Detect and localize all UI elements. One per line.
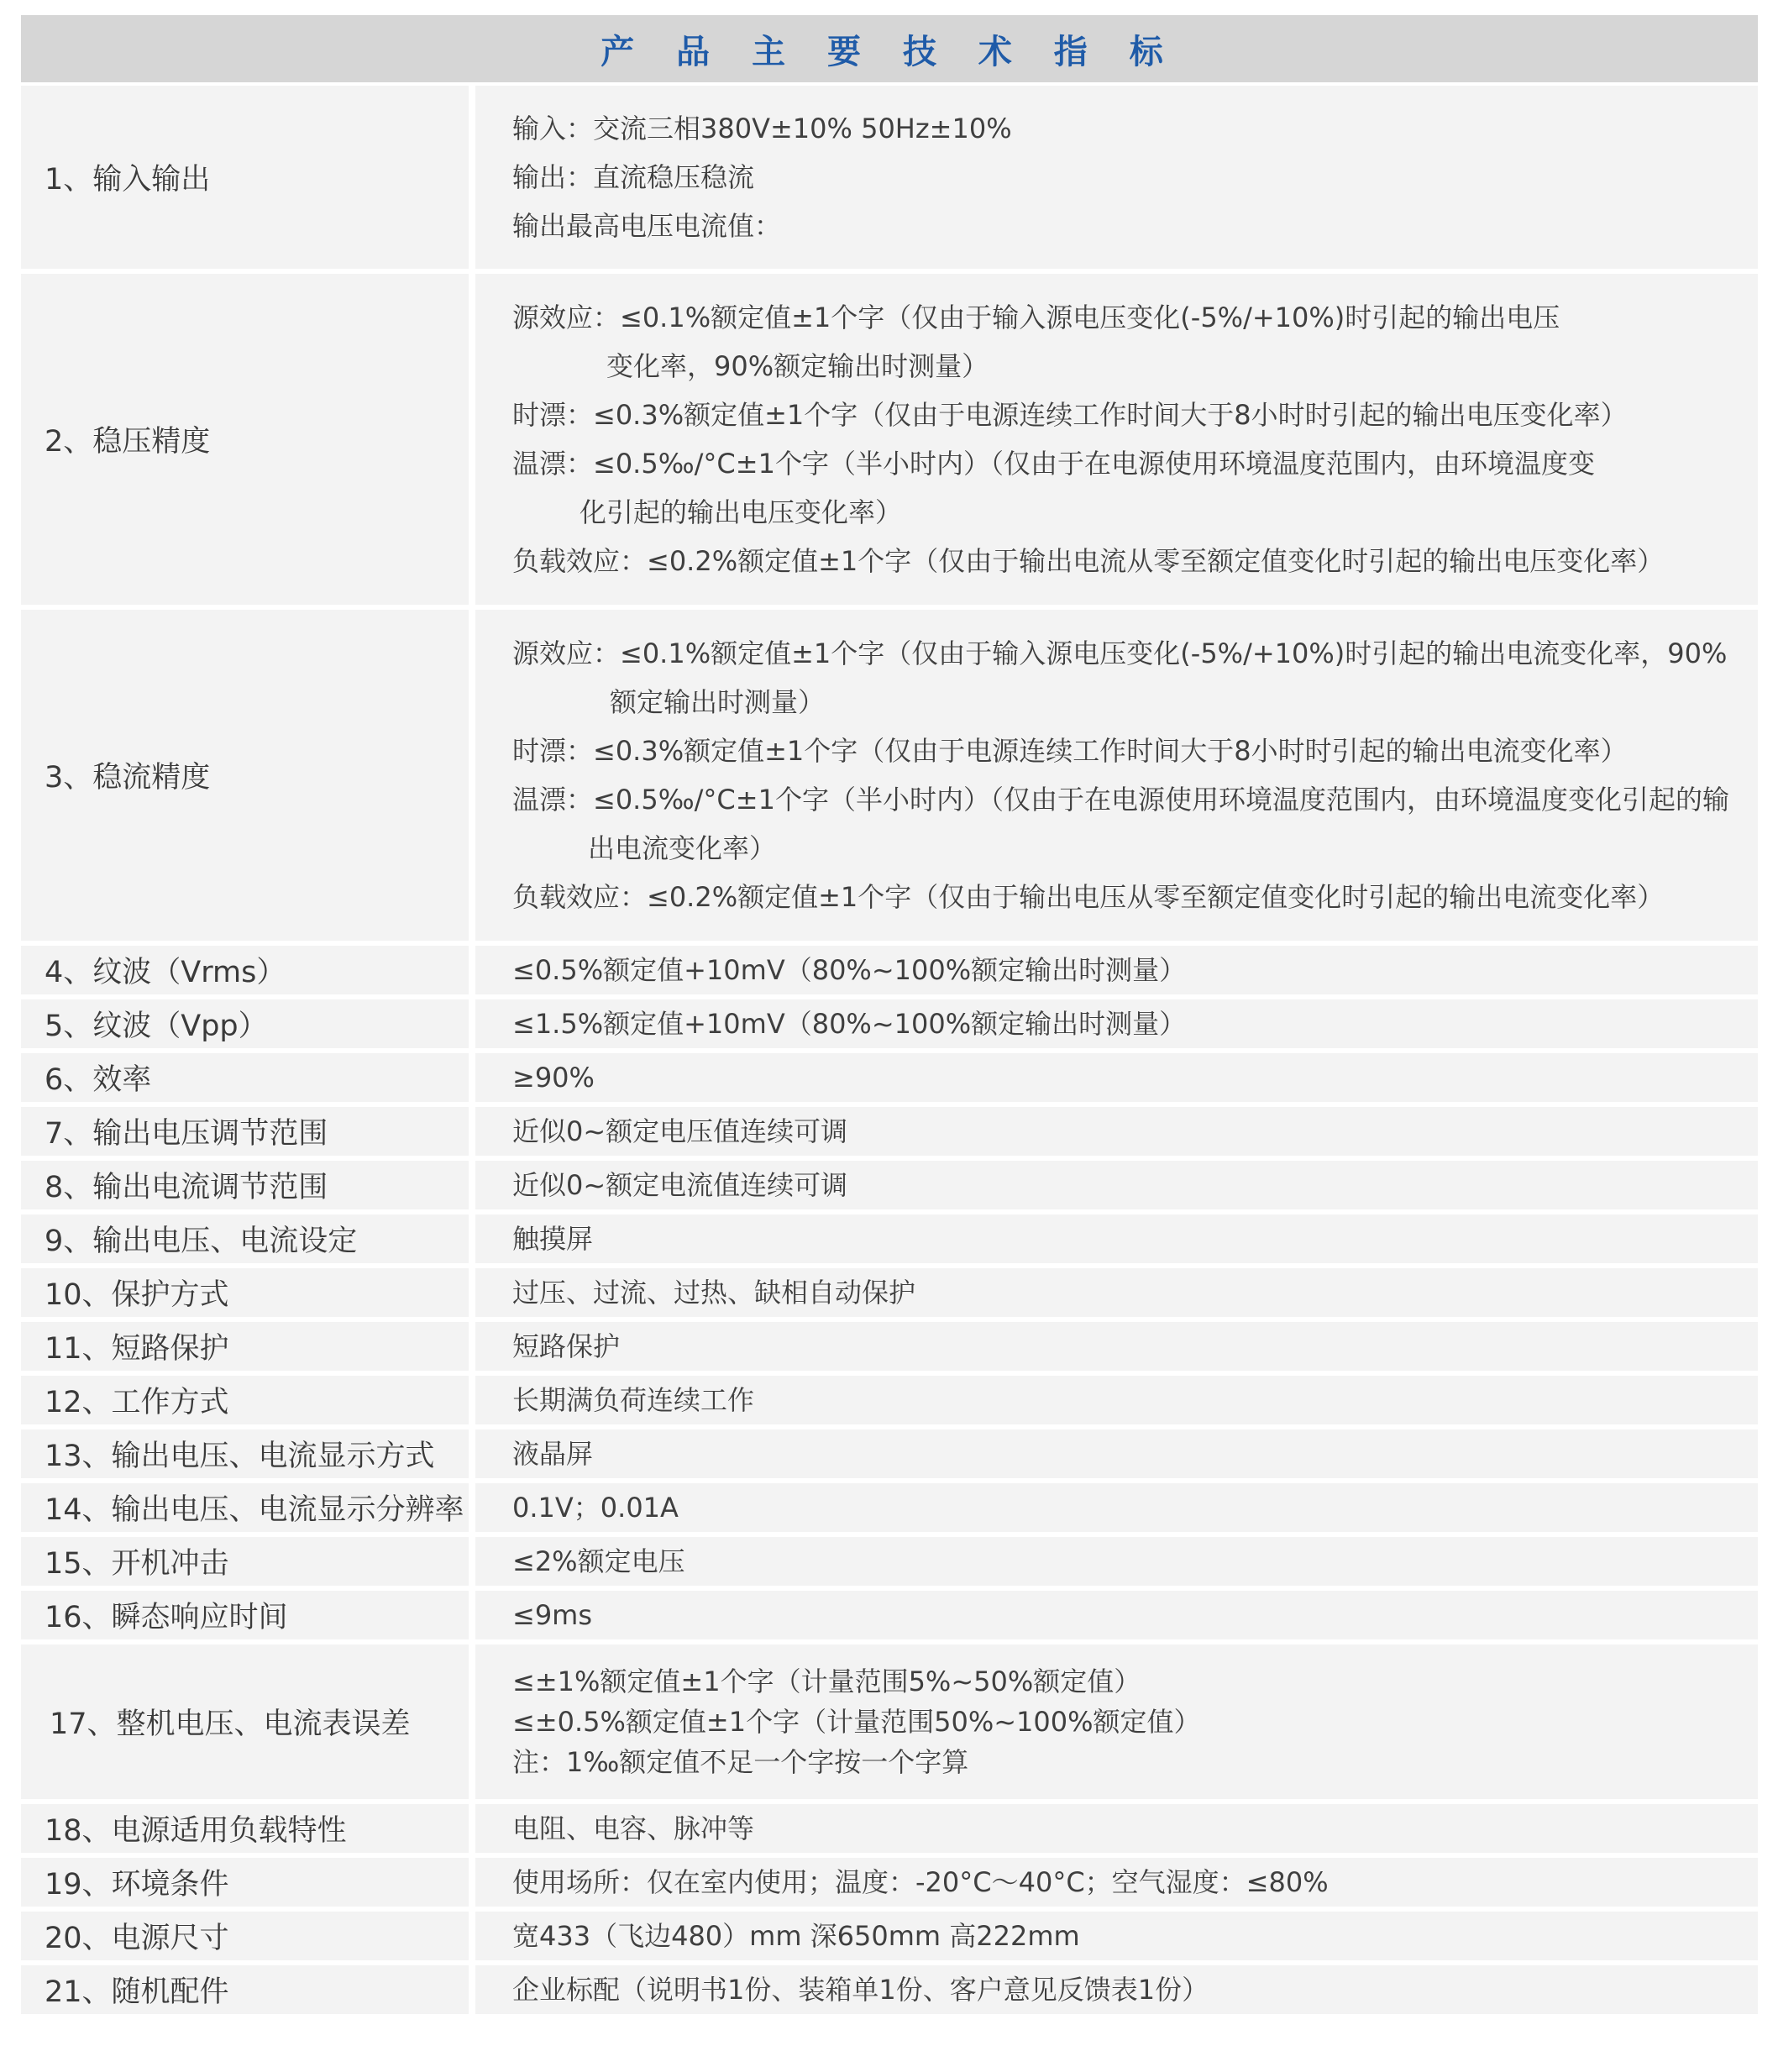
row-value (475, 1214, 1758, 1263)
row-label: 9、输出电压、电流设定 (21, 1214, 469, 1263)
table-row (21, 1965, 1758, 2014)
value-line: 负载效应：≤0.2%额定值±1个字（仅由于输出电压从零至额定值变化时引起的输出电流变化率） (512, 881, 1665, 913)
row-value (475, 999, 1758, 1048)
row-label: 4、纹波（Vrms） (21, 946, 469, 994)
row-value (475, 1483, 1758, 1532)
table-row (21, 1912, 1758, 1960)
row-label: 8、输出电流调节范围 (21, 1161, 469, 1209)
row-label: 3、稳流精度 (21, 610, 469, 941)
table-row (21, 1644, 1758, 1799)
value-line: 长期满负荷连续工作 (512, 1384, 755, 1416)
table-row (21, 1483, 1758, 1532)
row-label: 20、电源尺寸 (21, 1912, 469, 1960)
row-label: 2、稳压精度 (21, 274, 469, 605)
table-row (21, 1537, 1758, 1586)
row-label: 13、输出电压、电流显示方式 (21, 1429, 469, 1478)
table-row (21, 274, 1758, 605)
table-row (21, 1053, 1758, 1102)
value-line: 0.1V；0.01A (512, 1492, 679, 1524)
value-line: 近似0~额定电流值连续可调 (512, 1169, 848, 1201)
value-line: ≤±0.5%额定值±1个字（计量范围50%~100%额定值） (512, 1706, 1201, 1738)
table-row (21, 1107, 1758, 1156)
table-row (21, 1161, 1758, 1209)
page-title: 产 品 主 要 技 术 指 标 (601, 32, 1178, 71)
row-label: 7、输出电压调节范围 (21, 1107, 469, 1156)
value-line: 输出最高电压电流值： (512, 210, 782, 242)
value-line: ≤9ms (512, 1599, 593, 1631)
value-line: 化引起的输出电压变化率） (580, 496, 903, 528)
row-label: 17、整机电压、电流表误差 (21, 1644, 469, 1799)
row-value (475, 1591, 1758, 1639)
table-row (21, 1376, 1758, 1424)
value-line: 出电流变化率） (588, 832, 777, 864)
row-value (475, 1912, 1758, 1960)
value-line: 输入：交流三相380V±10% 50Hz±10% (512, 113, 1012, 144)
row-value (475, 1161, 1758, 1209)
value-line: ≤±1%额定值±1个字（计量范围5%~50%额定值） (512, 1665, 1141, 1697)
table-row (21, 86, 1758, 269)
row-label: 18、电源适用负载特性 (21, 1804, 469, 1853)
row-label: 11、短路保护 (21, 1322, 469, 1371)
table-row (21, 1429, 1758, 1478)
value-line: 过压、过流、过热、缺相自动保护 (512, 1277, 916, 1309)
row-value (475, 1644, 1758, 1799)
row-label: 10、保护方式 (21, 1268, 469, 1317)
row-value (475, 610, 1758, 941)
value-line: 短路保护 (512, 1330, 621, 1362)
value-line: 负载效应：≤0.2%额定值±1个字（仅由于输出电流从零至额定值变化时引起的输出电压变化率） (512, 545, 1665, 577)
row-value (475, 1376, 1758, 1424)
table-row (21, 1591, 1758, 1639)
value-line: 电阻、电容、脉冲等 (512, 1812, 755, 1844)
value-line: 时漂：≤0.3%额定值±1个字（仅由于电源连续工作时间大于8小时时引起的输出电流变化率） (512, 735, 1628, 767)
table-row (21, 1858, 1758, 1907)
value-line: 额定输出时测量） (610, 686, 826, 718)
row-value (475, 1965, 1758, 2014)
value-line: 企业标配（说明书1份、装箱单1份、客户意见反馈表1份） (512, 1974, 1209, 2006)
value-line: 注：1‰额定值不足一个字按一个字算 (512, 1746, 969, 1778)
table-row (21, 1322, 1758, 1371)
row-value (475, 1804, 1758, 1853)
row-label: 19、环境条件 (21, 1858, 469, 1907)
row-label: 14、输出电压、电流显示分辨率 (21, 1483, 469, 1532)
row-label: 15、开机冲击 (21, 1537, 469, 1586)
row-value (475, 1053, 1758, 1102)
value-line: 触摸屏 (512, 1223, 594, 1255)
value-line: ≤1.5%额定值+10mV（80%~100%额定输出时测量） (512, 1008, 1187, 1040)
table-row (21, 1214, 1758, 1263)
value-line: ≥90% (512, 1062, 595, 1094)
value-line: 宽433（飞边480）mm 深650mm 高222mm (512, 1920, 1080, 1952)
row-value (475, 1107, 1758, 1156)
value-line: 液晶屏 (512, 1438, 594, 1470)
row-label: 6、效率 (21, 1053, 469, 1102)
table-row (21, 1804, 1758, 1853)
row-value (475, 1537, 1758, 1586)
value-line: 温漂：≤0.5‰/°C±1个字（半小时内）（仅由于在电源使用环境温度范围内，由环境温度变 (512, 448, 1595, 480)
value-line: 温漂：≤0.5‰/°C±1个字（半小时内）（仅由于在电源使用环境温度范围内，由环境温度变化引起的输 (512, 784, 1729, 816)
value-line: 源效应：≤0.1%额定值±1个字（仅由于输入源电压变化(-5%/+10%)时引起的输出电流变化率，90% (512, 637, 1728, 669)
table-row (21, 946, 1758, 994)
value-line: ≤2%额定电压 (512, 1545, 685, 1577)
row-label: 16、瞬态响应时间 (21, 1591, 469, 1639)
row-label: 21、随机配件 (21, 1965, 469, 2014)
row-value (475, 1322, 1758, 1371)
table-title-bar (21, 15, 1758, 82)
row-value (475, 86, 1758, 269)
row-value (475, 1268, 1758, 1317)
table-row (21, 999, 1758, 1048)
row-label: 5、纹波（Vpp） (21, 999, 469, 1048)
row-value (475, 274, 1758, 605)
row-value (475, 1858, 1758, 1907)
value-line: 使用场所：仅在室内使用；温度：-20°C～40°C；空气湿度：≤80% (512, 1866, 1329, 1898)
value-line: ≤0.5%额定值+10mV（80%~100%额定输出时测量） (512, 954, 1187, 986)
table-row (21, 610, 1758, 941)
row-value (475, 946, 1758, 994)
value-line: 时漂：≤0.3%额定值±1个字（仅由于电源连续工作时间大于8小时时引起的输出电压变化率） (512, 399, 1628, 431)
table-row (21, 1268, 1758, 1317)
value-line: 近似0~额定电压值连续可调 (512, 1115, 848, 1147)
value-line: 输出：直流稳压稳流 (512, 161, 755, 193)
row-label: 12、工作方式 (21, 1376, 469, 1424)
value-line: 源效应：≤0.1%额定值±1个字（仅由于输入源电压变化(-5%/+10%)时引起的输出电压 (512, 302, 1560, 333)
value-line: 变化率，90%额定输出时测量） (606, 350, 989, 382)
row-value (475, 1429, 1758, 1478)
row-label: 1、输入输出 (21, 86, 469, 269)
